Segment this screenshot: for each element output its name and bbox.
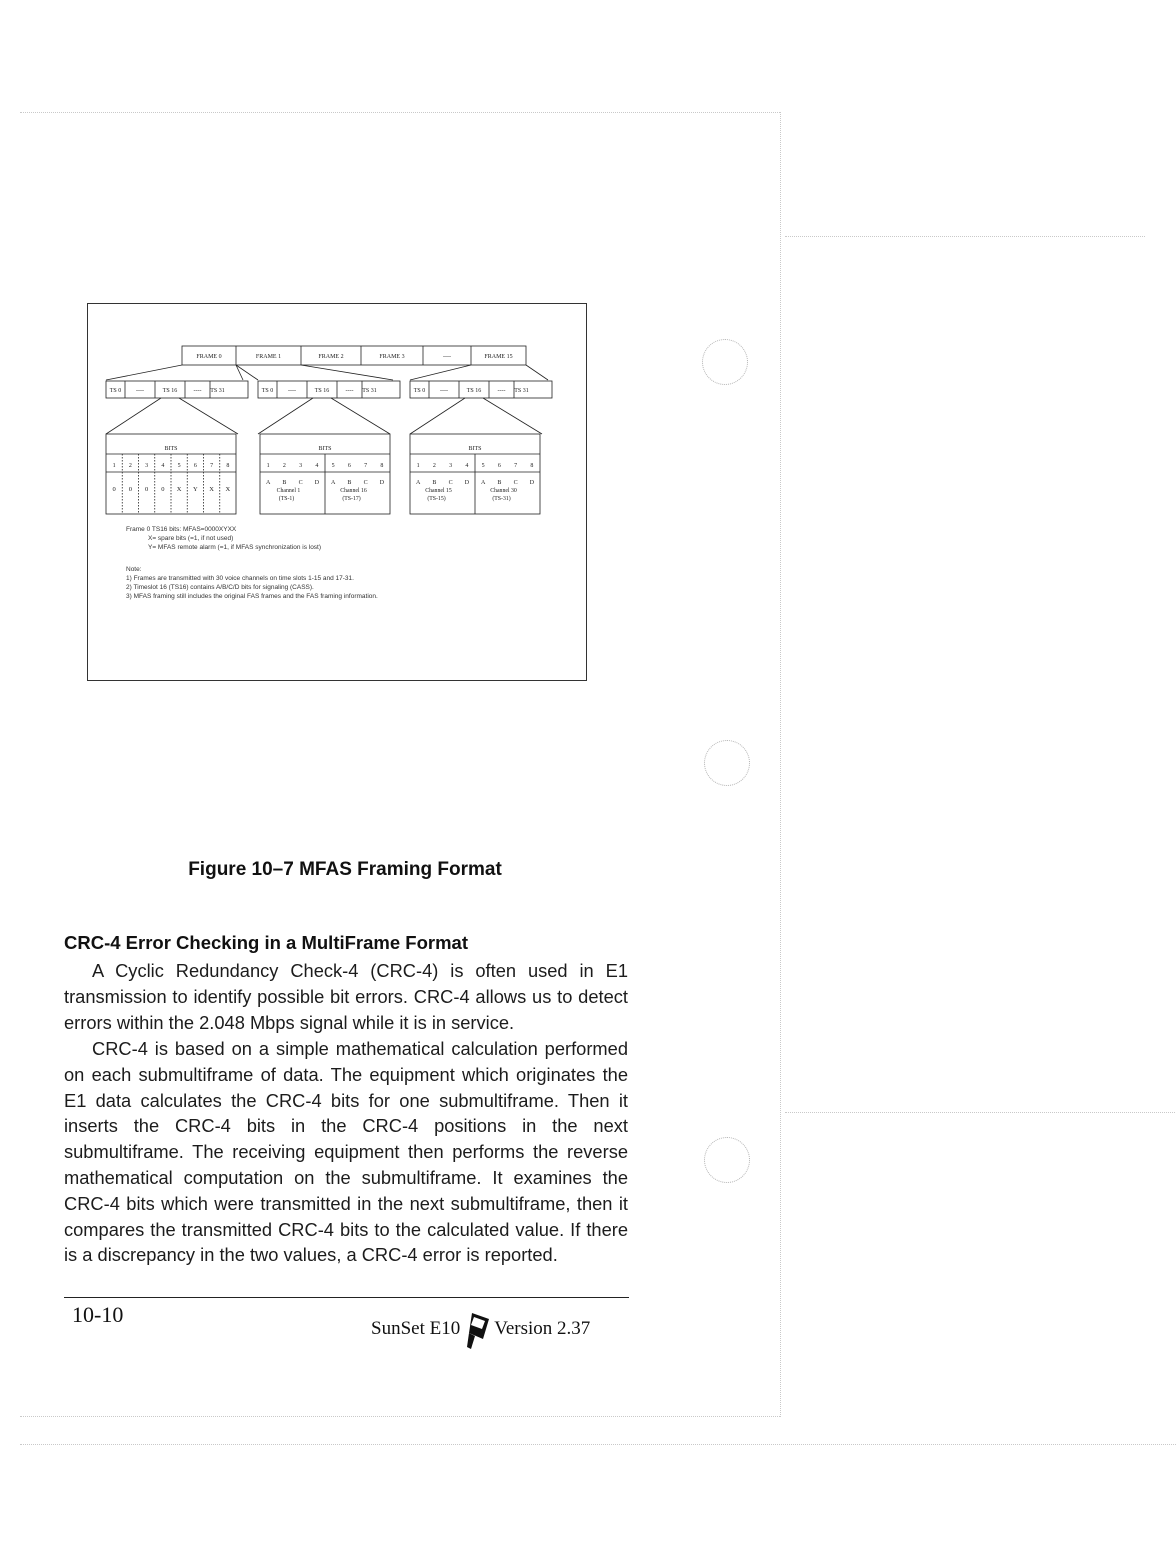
bit-value: Y xyxy=(193,486,198,493)
bit-number: 4 xyxy=(465,463,469,469)
channel-ts: (TS-31) xyxy=(492,496,511,502)
fan-line xyxy=(410,398,465,434)
channel-bit: B xyxy=(497,480,502,486)
bit-number: 4 xyxy=(315,463,319,469)
fan-line xyxy=(258,398,313,434)
timeslot-label: ---- xyxy=(288,388,296,394)
scan-edge-bottom-2 xyxy=(20,1444,1176,1445)
version-label: Version 2.37 xyxy=(494,1318,591,1339)
legend-line-3: Y= MFAS remote alarm (=1, if MFAS synchronization is lost) xyxy=(148,544,322,551)
bit-value: X xyxy=(225,486,231,493)
frame-header-cell: FRAME 3 xyxy=(379,354,405,360)
frame-header-row xyxy=(182,346,526,365)
bit-number: 7 xyxy=(514,463,518,469)
bits-title: BITS xyxy=(164,446,178,452)
bit-number: 5 xyxy=(481,463,485,469)
timeslot-label: ---- xyxy=(497,388,506,394)
channel-bit: B xyxy=(432,480,437,486)
punch-hole-bottom xyxy=(704,1137,750,1183)
punch-hole-middle xyxy=(704,740,750,786)
bit-value: 0 xyxy=(128,486,132,493)
scan-edge-bottom xyxy=(20,1416,780,1417)
fan-line xyxy=(106,398,161,434)
channel-bit: C xyxy=(363,480,368,486)
bit-number: 3 xyxy=(145,463,149,469)
scan-edge-right xyxy=(780,112,781,1417)
channel-ts: (TS-1) xyxy=(278,496,295,502)
channel-ts: (TS-15) xyxy=(427,496,446,502)
channel-bit: D xyxy=(529,480,535,486)
timeslot-label: ---- xyxy=(345,388,354,394)
timeslot-label: TS 31 xyxy=(514,388,529,394)
frame-header-cell: FRAME 0 xyxy=(196,354,222,360)
footer-rule xyxy=(64,1297,629,1298)
timeslot-label: ---- xyxy=(193,388,202,394)
channel-bit: D xyxy=(379,480,385,486)
fan-line xyxy=(179,398,238,434)
timeslot-label: ---- xyxy=(440,388,448,394)
fan-line xyxy=(106,365,182,380)
bit-value: X xyxy=(209,486,214,493)
channel-bit: A xyxy=(480,480,486,486)
bit-number: 6 xyxy=(347,463,351,469)
bit-number: 7 xyxy=(210,463,214,469)
bits-title: BITS xyxy=(318,446,332,452)
bit-number: 1 xyxy=(266,463,270,469)
note-2: 2) Timeslot 16 (TS16) contains A/B/C/D bits for signaling (CASS). xyxy=(126,584,314,591)
bit-number: 4 xyxy=(161,463,165,469)
legend-line-2: X= spare bits (=1, if not used) xyxy=(148,535,234,542)
timeslot-label: TS 31 xyxy=(362,388,377,394)
note-1: 1) Frames are transmitted with 30 voice channels on time slots 1-15 and 17-31. xyxy=(126,575,354,582)
phone-logo-icon xyxy=(463,1311,491,1351)
bit-number: 6 xyxy=(497,463,501,469)
fan-line xyxy=(331,398,390,434)
timeslot-label: TS 0 xyxy=(261,388,274,394)
paragraph: A Cyclic Redundancy Check-4 (CRC-4) is often used in E1 transmission to identify possible bit errors. CRC-4 allows us to detect errors within the 2.048 Mbps signal while it is in service. xyxy=(64,960,628,1033)
figure-caption: Figure 10–7 MFAS Framing Format xyxy=(188,859,502,880)
channel-bit: A xyxy=(415,480,421,486)
bit-number: 3 xyxy=(299,463,303,469)
note-title: Note: xyxy=(126,566,142,573)
page-number: 10-10 xyxy=(72,1302,124,1327)
mfas-diagram xyxy=(88,304,586,680)
channel-label: Channel 30 xyxy=(490,488,517,494)
bit-number: 2 xyxy=(282,463,286,469)
channel-bit: B xyxy=(282,480,287,486)
channel-bit: C xyxy=(448,480,453,486)
channel-bit: C xyxy=(298,480,303,486)
channel-bit: B xyxy=(347,480,352,486)
timeslot-label: ---- xyxy=(136,388,144,394)
bit-number: 8 xyxy=(226,463,230,469)
bit-number: 1 xyxy=(112,463,116,469)
channel-ts: (TS-17) xyxy=(342,496,361,502)
fan-line xyxy=(483,398,542,434)
note-3: 3) MFAS framing still includes the original FAS frames and the FAS framing information. xyxy=(126,593,378,600)
bit-number: 7 xyxy=(364,463,368,469)
frame-header-cell: FRAME 1 xyxy=(255,354,282,360)
bit-number: 8 xyxy=(380,463,384,469)
frame-header-cell: ---- xyxy=(443,354,451,360)
frame-header-cell: FRAME 2 xyxy=(318,354,344,360)
fan-line xyxy=(301,365,393,380)
channel-label: Channel 16 xyxy=(340,488,367,494)
bit-number: 5 xyxy=(177,463,181,469)
timeslot-label: TS 16 xyxy=(466,388,482,394)
timeslot-label: TS 0 xyxy=(109,388,122,394)
timeslot-label: TS 16 xyxy=(162,388,178,394)
channel-label: Channel 1 xyxy=(276,488,301,494)
bit-number: 8 xyxy=(530,463,534,469)
bit-number: 1 xyxy=(416,463,420,469)
channel-bit: D xyxy=(464,480,470,486)
bit-value: 0 xyxy=(145,486,149,493)
scan-edge-mid xyxy=(785,236,1145,237)
timeslot-label: TS 0 xyxy=(413,388,426,394)
scan-edge-mid-2 xyxy=(785,1112,1175,1113)
bit-number: 2 xyxy=(128,463,132,469)
product-name: SunSet E10 xyxy=(371,1318,461,1339)
punch-hole-top xyxy=(702,339,748,385)
section-heading: CRC-4 Error Checking in a MultiFrame Format xyxy=(64,932,468,953)
bit-number: 6 xyxy=(193,463,197,469)
channel-bit: A xyxy=(265,480,271,486)
bit-number: 3 xyxy=(449,463,453,469)
frame-header-cell: FRAME 15 xyxy=(484,354,513,360)
legend-line-1: Frame 0 TS16 bits: MFAS=0000XYXX xyxy=(126,526,237,533)
timeslot-label: TS 31 xyxy=(210,388,225,394)
timeslot-label: TS 16 xyxy=(314,388,330,394)
channel-label: Channel 15 xyxy=(425,488,452,494)
paragraph: CRC-4 is based on a simple mathematical calculation performed on each submultiframe of data. The equipment which originates the E1 data calculates the CRC-4 bits for one submultiframe. Then it inserts the CRC-4 bits in the CRC-4 positions in the next submultiframe. The receiving equipment then performs the reverse mathematical computation on the submultiframe. It examines the CRC-4 bits which were transmitted in the next submultiframe, then it compares the transmitted CRC-4 bits to the calculated value. If there is a discrepancy in the two values, a CRC-4 error is reported. xyxy=(64,1038,628,1266)
bit-number: 5 xyxy=(331,463,335,469)
channel-bit: D xyxy=(314,480,320,486)
bit-value: 0 xyxy=(161,486,165,493)
scan-edge-top xyxy=(20,112,780,113)
channel-bit: A xyxy=(330,480,336,486)
channel-bit: C xyxy=(513,480,518,486)
fan-line xyxy=(410,365,471,380)
bit-number: 2 xyxy=(432,463,436,469)
footer-product xyxy=(371,1307,590,1351)
fan-line xyxy=(526,365,548,380)
mfas-framing-figure xyxy=(87,303,587,681)
bit-value: 0 xyxy=(112,486,116,493)
bit-value: X xyxy=(176,486,182,493)
bits-title: BITS xyxy=(468,446,482,452)
